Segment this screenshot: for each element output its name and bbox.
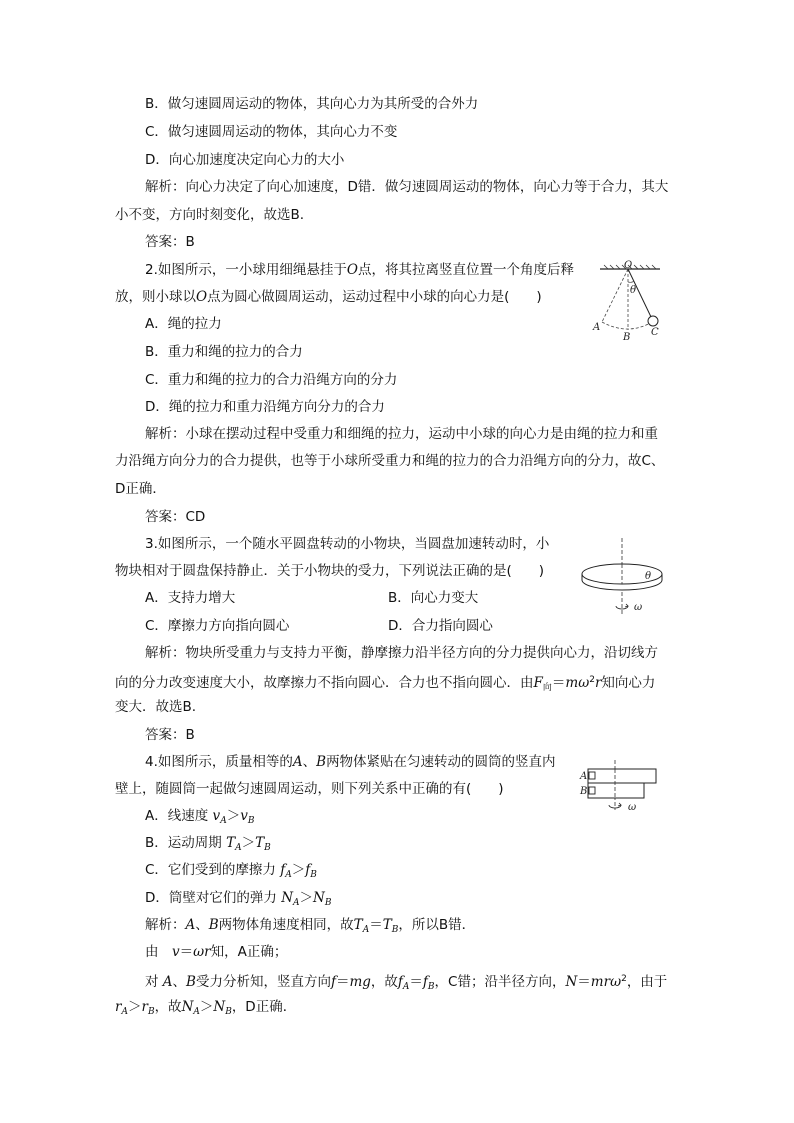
q2-explanation-line2: 力沿绳方向分力的合力提供，也等于小球所受重力和绳的拉力的合力沿绳方向的分力，故C、 [115,453,665,469]
block-a [589,772,595,779]
q3-option-c: C．摩擦力方向指向圆心 [145,618,290,634]
q4-option-a: A．线速度 $v_A>v_B$ [145,808,255,826]
q2-option-c: C．重力和绳的拉力的合力沿绳方向的分力 [145,372,398,388]
label-b: B [623,332,631,342]
pendulum-figure [590,260,668,342]
q2-stem-line1: 2.如图所示，一小球用细绳悬挂于O点，将其拉离竖直位置一个角度后释 [145,262,574,278]
q3-answer: 答案：B [145,727,195,743]
label-a: A [580,771,588,782]
q3-explanation-line3: 变大．故选B. [115,699,197,715]
q4-explanation-line3: 对 A、B受力分析知，竖直方向f＝mg，故$f_A=f_B$，C错；沿半径方向，N＝mrω$^2$，由于 [145,974,668,992]
label-a: A [593,322,601,333]
swing-arc [602,322,652,329]
label-c: C [651,327,659,338]
q4-explanation-line2: 由 v＝ωr知，A正确； [145,944,288,960]
q4-stem-line1: 4.如图所示，质量相等的A、B两物体紧贴在匀速转动的圆筒的竖直内 [145,754,556,770]
q3-option-a: A．支持力增大 [145,590,236,606]
q3-option-d: D．合力指向圆心 [388,618,493,634]
rotation-arrow-head [625,604,628,607]
q4-option-b: B．运动周期 $T_A>T_B$ [145,835,271,853]
q3-explanation-line1: 解析：物块所受重力与支持力平衡，静摩擦力沿半径方向的分力提供向心力，沿切线方 [145,645,658,661]
q2-option-b: B．重力和绳的拉力的合力 [145,344,303,360]
q1-explanation-line1: 解析：向心力决定了向心加速度，D错．做匀速圆周运动的物体，向心力等于合力，其大 [145,179,669,195]
q1-answer: 答案：B [145,234,195,250]
q3-explanation-line2: 向的分力改变速度大小，故摩擦力不指向圆心．合力也不指向圆心．由$F_向=m\omega^2r$知向心力 [115,675,656,693]
cylinder-figure [578,760,662,812]
q1-explanation-line2: 小不变，方向时刻变化，故选B. [115,207,305,223]
block-b [589,787,595,794]
q2-explanation-line1: 解析：小球在摆动过程中受重力和细绳的拉力，运动中小球的向心力是由绳的拉力和重 [145,426,658,442]
q4-explanation-line4: $r_A>r_B$，故$N_A>N_B$，D正确． [115,999,297,1017]
label-omega: ω [634,602,643,613]
label-omega: ω [628,802,637,812]
q1-option-b: B．做匀速圆周运动的物体，其向心力为其所受的合外力 [145,96,479,112]
label-block-theta: θ [645,571,652,582]
q2-answer: 答案：CD [145,509,206,525]
q3-option-b: B．向心力变大 [388,590,479,606]
q4-option-d: D．筒壁对它们的弹力 $N_A>N_B$ [145,890,332,908]
q1-option-d: D．向心加速度决定向心力的大小 [145,152,345,168]
label-theta: θ [630,285,637,296]
rotating-disc-figure [580,538,670,616]
q2-option-a: A．绳的拉力 [145,316,222,332]
pendulum-ball [648,316,658,326]
q2-option-d: D．绳的拉力和重力沿绳方向分力的合力 [145,399,385,415]
cylinder-lower-section [588,783,644,798]
left-dashed-string [602,269,628,322]
q1-option-c: C．做匀速圆周运动的物体，其向心力不变 [145,124,398,140]
theta-arc [628,281,634,282]
q4-option-c: C．它们受到的摩擦力 $f_A>f_B$ [145,862,317,880]
q3-stem-line1: 3.如图所示，一个随水平圆盘转动的小物块，当圆盘加速转动时，小 [145,536,550,552]
q4-stem-line2: 壁上，随圆筒一起做匀速圆周运动，则下列关系中正确的有( ) [115,781,504,797]
label-o: O [624,260,633,271]
q2-stem-line2: 放，则小球以O点为圆心做圆周运动，运动过程中小球的向心力是( ) [115,289,542,305]
label-b: B [580,786,588,797]
q3-stem-line2: 物块相对于圆盘保持静止．关于小物块的受力，下列说法正确的是( ) [115,563,545,579]
q4-explanation-line1: 解析：A、B两物体角速度相同，故$T_A=T_B$，所以B错． [145,917,476,935]
rotation-arrow-head [618,803,621,806]
q2-explanation-line3: D正确． [115,481,166,497]
cylinder-upper-section [588,769,656,783]
